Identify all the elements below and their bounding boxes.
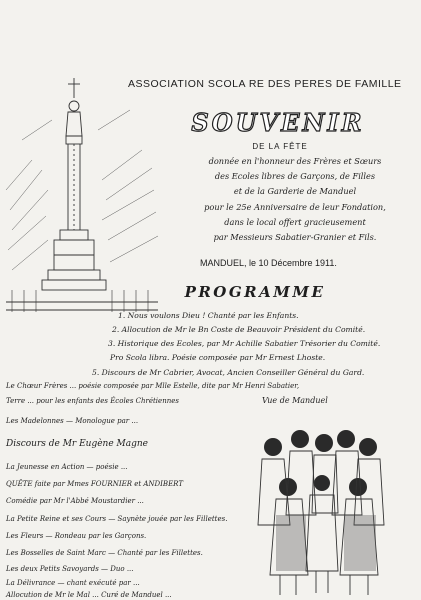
programme-item: Les Madelonnes — Monologue par ... — [6, 417, 139, 425]
dedication-line: des Ecoles libres de Garçons, de Filles — [214, 171, 376, 181]
programme-item: Le Chœur Frères ... poésie composée par Mlle Estelle, dite par Mr Henri Sabatier, — [6, 382, 300, 390]
dedication-line: pour le 25e Anniversaire de leur Fondation, — [204, 202, 386, 212]
association-title: ASSOCIATION SCOLA RE DES PERES DE FAMILLE — [128, 78, 402, 90]
programme-item: 1. Nous voulons Dieu ! Chanté par les Enfants. — [118, 311, 299, 320]
programme-item: Comédie par Mr l'Abbé Moustardier ... — [6, 497, 144, 505]
programme-item: Pro Scola libra. Poésie composée par Mr Ernest Lhoste. — [110, 353, 326, 362]
programme-item: Allocution de Mr le Mal ... Curé de Manduel ... — [6, 591, 172, 599]
programme-item: La Jeunesse en Action — poésie ... — [6, 463, 128, 471]
programme-item: QUÊTE faite par Mmes FOURNIER et ANDIBERT — [6, 480, 183, 488]
fete-subtitle: DE LA FÊTE — [252, 142, 308, 151]
programme-title: PROGRAMME — [184, 283, 326, 301]
dateline: MANDUEL, le 10 Décembre 1911. — [200, 258, 337, 268]
programme-item: Les deux Petits Savoyards — Duo ... — [6, 565, 134, 573]
programme-item: 2. Allocution de Mr le Bn Coste de Beauvoir Président du Comité. — [112, 325, 366, 334]
programme-item: La Délivrance — chant exécuté par ... — [6, 579, 140, 587]
programme-item: 5. Discours de Mr Cabrier, Avocat, Ancien Conseiller Général du Gard. — [92, 368, 365, 377]
dedication-line: donnée en l'honneur des Frères et Sœurs — [208, 156, 382, 166]
dedication-line: dans le local offert gracieusement — [224, 217, 366, 227]
programme-item: Terre ... pour les enfants des Écoles Chrétiennes — [6, 397, 179, 405]
dedication-line: et de la Garderie de Manduel — [233, 186, 357, 196]
photo-caption: Vue de Manduel — [262, 396, 328, 405]
children-photo — [218, 395, 418, 600]
programme-item: Les Bosselles de Saint Marc — Chanté par les Fillettes. — [6, 549, 203, 557]
programme-item: 3. Historique des Ecoles, par Mr Achille Sabatier Trésorier du Comité. — [108, 339, 381, 348]
programme-item: Les Fleurs — Rondeau par les Garçons. — [6, 532, 147, 540]
dedication-line: par Messieurs Sabatier-Granier et Fils. — [213, 232, 377, 242]
programme-item: Discours de Mr Eugène Magne — [6, 439, 148, 449]
programme-item: La Petite Reine et ses Cours — Saynète jouée par les Fillettes. — [6, 515, 228, 523]
souvenir-title: SOUVENIR — [191, 108, 365, 137]
